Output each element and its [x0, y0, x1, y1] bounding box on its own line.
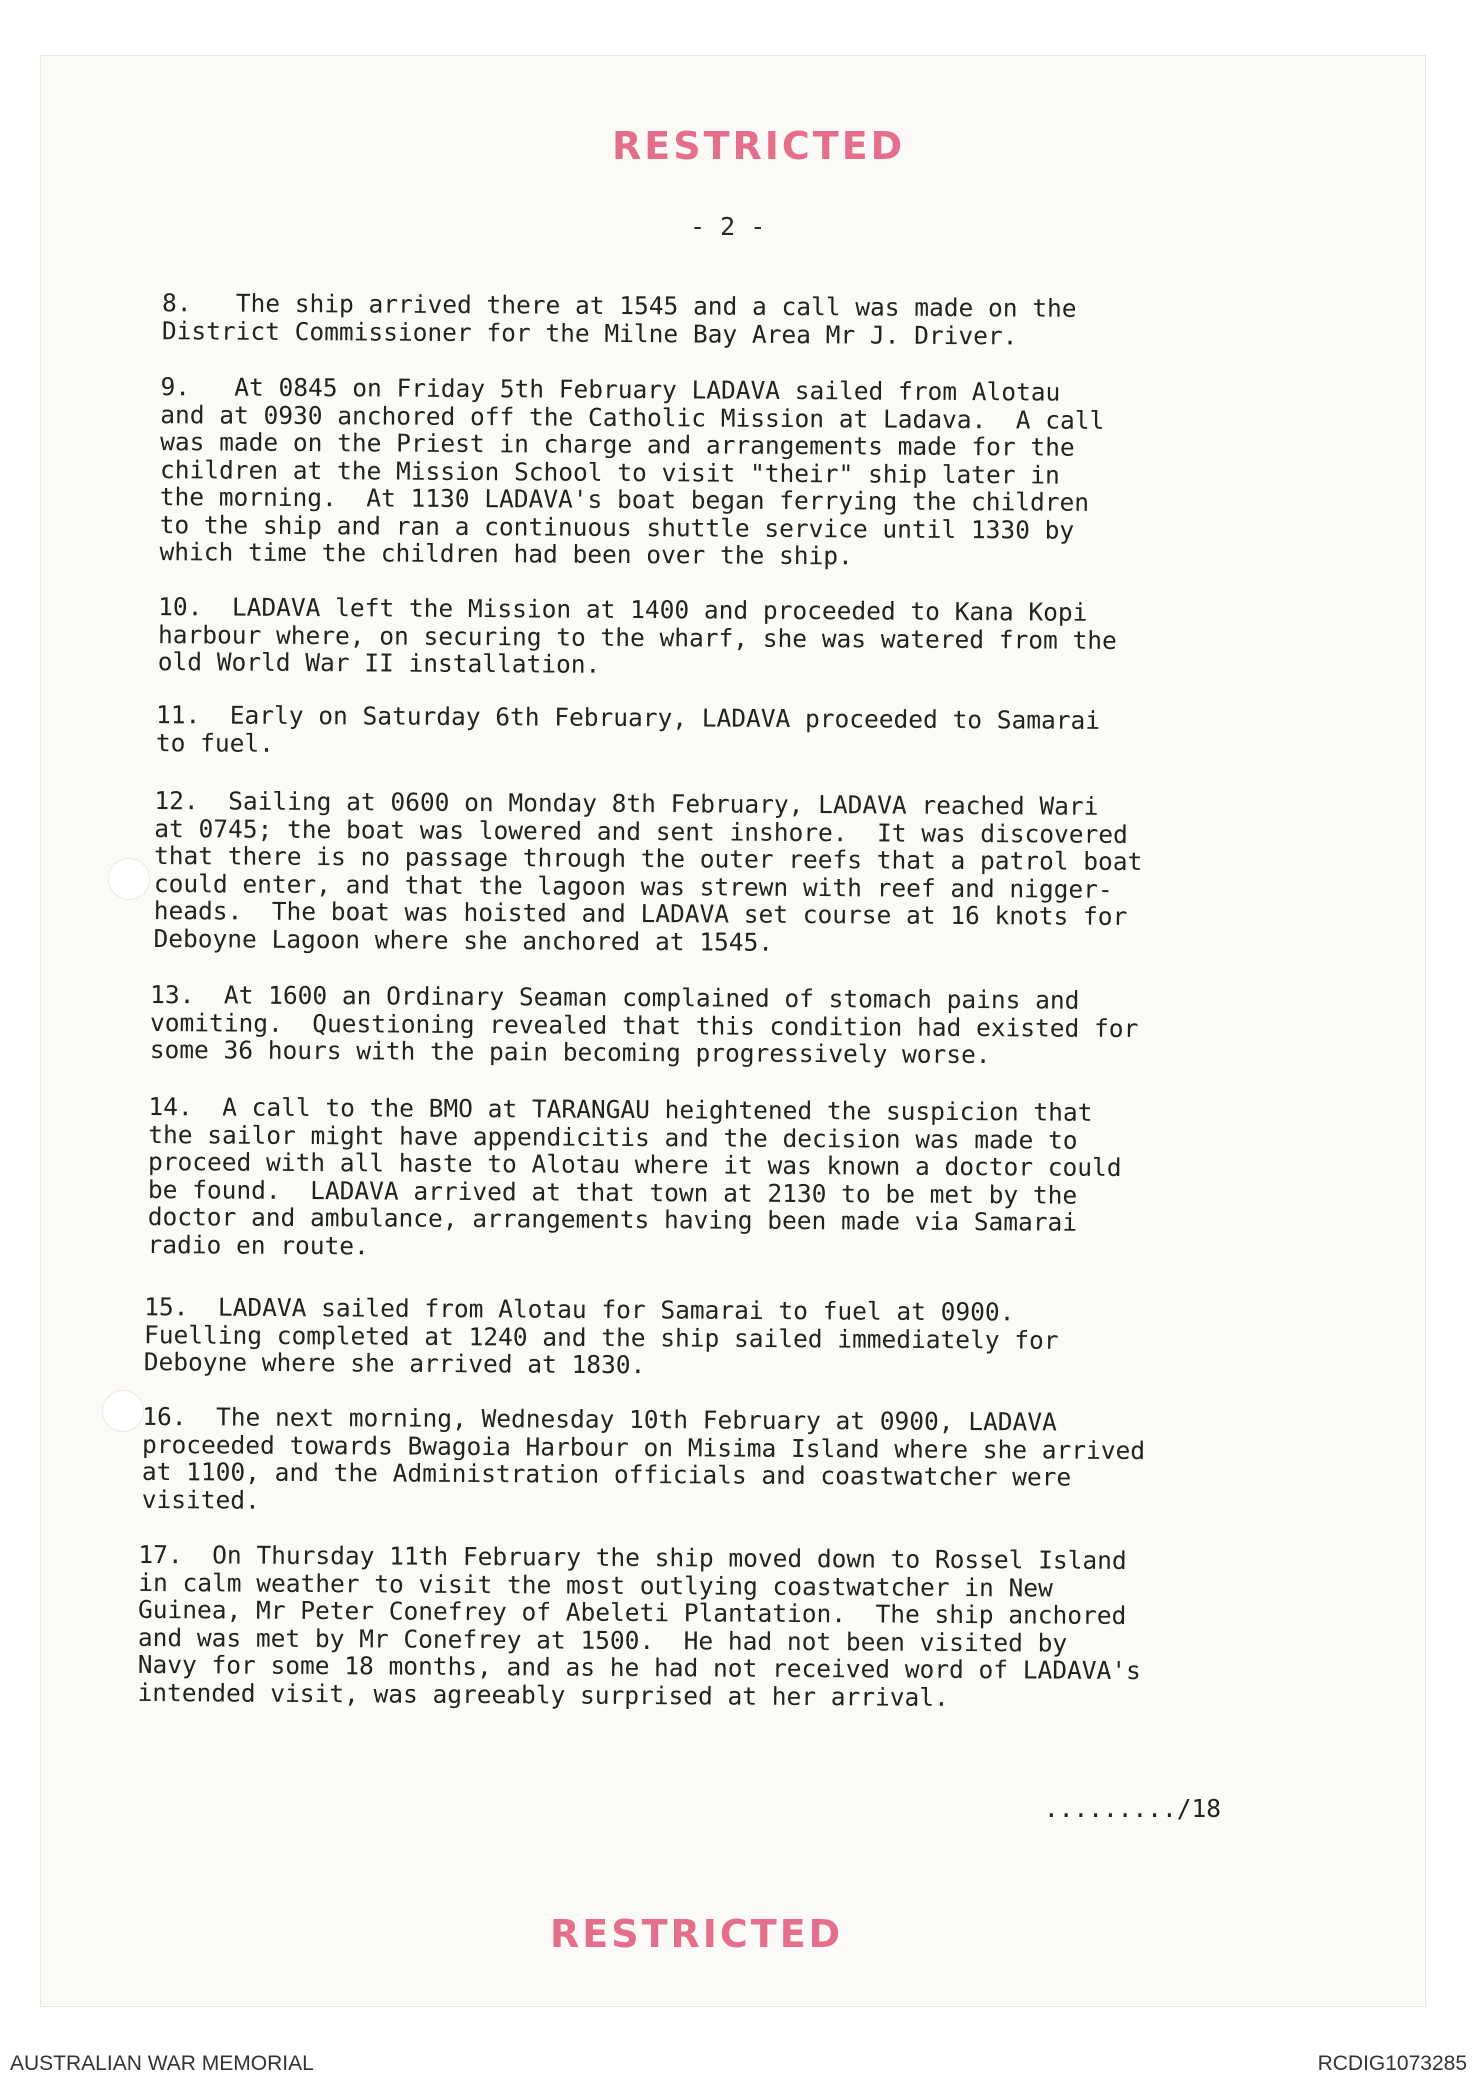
- paragraph-13: 13. At 1600 an Ordinary Seaman complained of stomach pains and vomiting. Questioning revealed that this condition had existed for some 36 hours with the pain becoming progressively worse.: [149, 979, 1139, 1070]
- footer-record-id: RCDIG1073285: [1317, 2052, 1467, 2075]
- paragraph-9: 9. At 0845 on Friday 5th February LADAVA sailed from Alotau and at 0930 anchored off the Catholic Mission at Ladava. A call was made on the Priest in charge and arrangements made for the children at the Mission School to visit "their" ship later in the morning. At 1130 LADAVA's boat began ferrying the children to the ship and ran a continuous shuttle service until 1330 by which time the children had been over the ship.: [159, 372, 1105, 571]
- paragraph-8: 8. The ship arrived there at 1545 and a call was made on the District Commissioner for the Milne Bay Area Mr J. Driver.: [161, 288, 1077, 350]
- paragraph-14: 14. A call to the BMO at TARANGAU heightened the suspicion that the sailor might have appendicitis and the decision was made to proceed with all haste to Alotau where it was known a doctor could be found. LADAVA arrived at that town at 2130 to be met by the doctor and ambulance, arrangements having been made via Samarai radio en route.: [147, 1092, 1122, 1260]
- continuation-marker: ........./18: [1044, 1794, 1222, 1823]
- page-number: - 2 -: [690, 212, 766, 241]
- paragraph-15: 15. LADAVA sailed from Alotau for Samarai to fuel at 0900. Fuelling completed at 1240 and the ship sailed immediately for Deboyne where she arrived at 1830.: [143, 1292, 1059, 1380]
- paragraph-12: 12. Sailing at 0600 on Monday 8th February, LADAVA reached Wari at 0745; the boat was lowered and sent inshore. It was discovered that there is no passage through the outer reefs that a patrol boat could enter, and that the lagoon was strewn with reef and nigger- heads. The boat was hoisted and LADAVA set course at 16 knots for Deboyne Lagoon where she anchored at 1545.: [153, 785, 1143, 957]
- paragraph-10: 10. LADAVA left the Mission at 1400 and proceeded to Kana Kopi harbour where, on securing to the wharf, she was watered from the old World War II installation.: [157, 592, 1117, 679]
- punch-hole-top: [108, 858, 150, 900]
- restricted-stamp-top: RESTRICTED: [612, 124, 906, 168]
- paragraph-17: 17. On Thursday 11th February the ship moved down to Rossel Island in calm weather to visit the most outlying coastwatcher in New Guinea, Mr Peter Conefrey of Abeleti Plantation. The ship anchored and was met by Mr Conefrey at 1500. He had not been visited by Navy for some 18 months, and as he had not received word of LADAVA's intended visit, was agreeably surprised at her arrival.: [137, 1539, 1141, 1712]
- punch-hole-bottom: [102, 1390, 144, 1432]
- restricted-stamp-bottom: RESTRICTED: [550, 1912, 844, 1956]
- footer-institution: AUSTRALIAN WAR MEMORIAL: [10, 2052, 314, 2075]
- paragraph-11: 11. Early on Saturday 6th February, LADAVA proceeded to Samarai to fuel.: [155, 700, 1101, 758]
- paragraph-16: 16. The next morning, Wednesday 10th February at 0900, LADAVA proceeded towards Bwagoia Harbour on Misima Island where she arrived at 1100, and the Administration officials and coastwatcher were visited.: [141, 1401, 1146, 1515]
